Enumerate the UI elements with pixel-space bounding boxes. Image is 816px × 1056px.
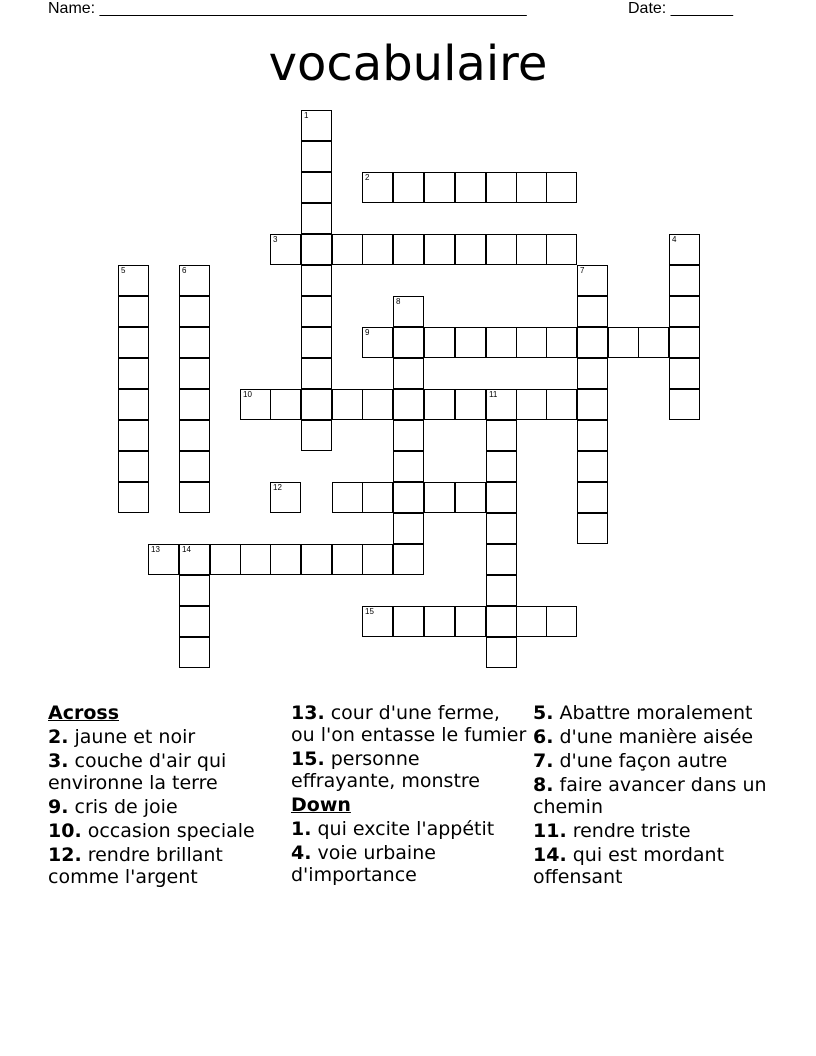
grid-cell[interactable] xyxy=(179,482,210,513)
grid-cell[interactable] xyxy=(393,358,424,389)
cell-number: 12 xyxy=(273,483,282,492)
grid-cell[interactable] xyxy=(362,544,393,575)
cell-number: 7 xyxy=(580,266,585,275)
grid-cell[interactable] xyxy=(486,513,517,544)
grid-cell[interactable] xyxy=(546,327,577,358)
grid-cell[interactable] xyxy=(301,265,332,296)
cell-number: 10 xyxy=(243,390,252,399)
clue-number: 7. xyxy=(533,750,554,772)
grid-cell[interactable] xyxy=(577,389,608,420)
grid-cell[interactable] xyxy=(362,327,393,358)
grid-cell[interactable] xyxy=(362,606,393,637)
clue-column-3 xyxy=(533,702,769,890)
grid-cell[interactable] xyxy=(179,389,210,420)
cell-number: 8 xyxy=(396,297,401,306)
grid-cell[interactable] xyxy=(669,234,700,265)
clue-text: personne effrayante, monstre xyxy=(291,748,480,792)
grid-cell[interactable] xyxy=(118,358,149,389)
clue-text: cour d'une ferme, ou l'on entasse le fumier xyxy=(291,702,527,746)
clue-number: 15. xyxy=(291,748,325,770)
clue-number: 3. xyxy=(48,750,69,772)
grid-cell[interactable] xyxy=(486,420,517,451)
down-clue-5 xyxy=(533,702,769,724)
grid-cell[interactable] xyxy=(118,451,149,482)
grid-cell[interactable] xyxy=(608,327,639,358)
down-clue-4 xyxy=(291,842,527,886)
grid-cell[interactable] xyxy=(516,234,547,265)
cell-number: 4 xyxy=(672,235,677,244)
grid-cell[interactable] xyxy=(577,451,608,482)
grid-cell[interactable] xyxy=(577,296,608,327)
cell-number: 15 xyxy=(365,607,374,616)
clue-number: 13. xyxy=(291,702,325,724)
clue-column-1 xyxy=(48,702,284,890)
clue-text: qui excite l'appétit xyxy=(317,818,495,840)
across-clue-9 xyxy=(48,796,284,818)
grid-cell[interactable] xyxy=(179,296,210,327)
across-clue-2 xyxy=(48,726,284,748)
grid-cell[interactable] xyxy=(486,234,517,265)
grid-cell[interactable] xyxy=(301,172,332,203)
grid-cell[interactable] xyxy=(546,172,577,203)
grid-cell[interactable] xyxy=(393,234,424,265)
grid-cell[interactable] xyxy=(577,265,608,296)
grid-cell[interactable] xyxy=(179,606,210,637)
clue-number: 4. xyxy=(291,842,312,864)
grid-cell[interactable] xyxy=(455,389,486,420)
grid-cell[interactable] xyxy=(424,327,455,358)
grid-cell[interactable] xyxy=(546,389,577,420)
clue-text: rendre triste xyxy=(572,820,691,842)
grid-cell[interactable] xyxy=(455,606,486,637)
date-field[interactable]: Date: _______ xyxy=(628,0,733,17)
grid-cell[interactable] xyxy=(424,172,455,203)
grid-cell[interactable] xyxy=(148,544,179,575)
grid-cell[interactable] xyxy=(577,327,608,358)
clue-text: occasion speciale xyxy=(87,820,255,842)
grid-cell[interactable] xyxy=(669,296,700,327)
grid-cell[interactable] xyxy=(118,327,149,358)
grid-cell[interactable] xyxy=(486,389,517,420)
grid-cell[interactable] xyxy=(393,544,424,575)
grid-cell[interactable] xyxy=(516,606,547,637)
grid-cell[interactable] xyxy=(455,482,486,513)
cell-number: 2 xyxy=(365,173,370,182)
grid-cell[interactable] xyxy=(577,358,608,389)
clue-number: 11. xyxy=(533,820,567,842)
across-clue-12 xyxy=(48,844,284,888)
grid-cell[interactable] xyxy=(393,513,424,544)
grid-cell[interactable] xyxy=(455,327,486,358)
clue-number: 2. xyxy=(48,726,69,748)
grid-cell[interactable] xyxy=(516,327,547,358)
clue-text: cris de joie xyxy=(74,796,178,818)
grid-cell[interactable] xyxy=(301,110,332,141)
grid-cell[interactable] xyxy=(362,234,393,265)
clue-number: 1. xyxy=(291,818,312,840)
grid-cell[interactable] xyxy=(546,606,577,637)
cell-number: 5 xyxy=(121,266,126,275)
clue-column-2 xyxy=(291,702,527,888)
grid-cell[interactable] xyxy=(118,420,149,451)
clue-text: d'une manière aisée xyxy=(559,726,754,748)
grid-cell[interactable] xyxy=(393,389,424,420)
name-field[interactable]: Name: ________________________________________________ xyxy=(48,0,527,17)
grid-cell[interactable] xyxy=(393,296,424,327)
grid-cell[interactable] xyxy=(301,203,332,234)
grid-cell[interactable] xyxy=(669,327,700,358)
grid-cell[interactable] xyxy=(486,606,517,637)
grid-cell[interactable] xyxy=(301,389,332,420)
clue-text: Abattre moralement xyxy=(559,702,753,724)
clue-number: 14. xyxy=(533,844,567,866)
grid-cell[interactable] xyxy=(240,389,271,420)
grid-cell[interactable] xyxy=(393,606,424,637)
page-title: vocabulaire xyxy=(268,36,548,92)
grid-cell[interactable] xyxy=(240,544,271,575)
cell-number: 11 xyxy=(489,390,498,399)
grid-cell[interactable] xyxy=(179,575,210,606)
grid-cell[interactable] xyxy=(301,327,332,358)
cell-number: 14 xyxy=(182,545,191,554)
grid-cell[interactable] xyxy=(393,327,424,358)
grid-cell[interactable] xyxy=(179,265,210,296)
grid-cell[interactable] xyxy=(516,172,547,203)
across-clue-10 xyxy=(48,820,284,842)
grid-cell[interactable] xyxy=(179,544,210,575)
clue-text: jaune et noir xyxy=(74,726,196,748)
grid-cell[interactable] xyxy=(179,637,210,668)
grid-cell[interactable] xyxy=(546,234,577,265)
grid-cell[interactable] xyxy=(577,513,608,544)
clue-text: d'une façon autre xyxy=(559,750,728,772)
down-clue-1 xyxy=(291,818,527,840)
down-heading: Down xyxy=(291,794,351,816)
grid-cell[interactable] xyxy=(638,327,669,358)
grid-cell[interactable] xyxy=(424,606,455,637)
down-clue-6 xyxy=(533,726,769,748)
grid-cell[interactable] xyxy=(362,389,393,420)
grid-cell[interactable] xyxy=(179,327,210,358)
grid-cell[interactable] xyxy=(118,389,149,420)
across-clue-15 xyxy=(291,748,527,792)
grid-cell[interactable] xyxy=(424,234,455,265)
grid-cell[interactable] xyxy=(486,451,517,482)
grid-cell[interactable] xyxy=(332,389,363,420)
grid-cell[interactable] xyxy=(455,234,486,265)
grid-cell[interactable] xyxy=(332,544,363,575)
down-clue-8 xyxy=(533,774,769,818)
down-clue-7 xyxy=(533,750,769,772)
grid-cell[interactable] xyxy=(301,420,332,451)
grid-cell[interactable] xyxy=(301,234,332,265)
cell-number: 13 xyxy=(151,545,160,554)
grid-cell[interactable] xyxy=(270,544,301,575)
clue-number: 12. xyxy=(48,844,82,866)
grid-cell[interactable] xyxy=(301,141,332,172)
clue-text: voie urbaine d'importance xyxy=(291,842,436,886)
grid-cell[interactable] xyxy=(270,389,301,420)
cell-number: 1 xyxy=(304,111,309,120)
grid-cell[interactable] xyxy=(669,265,700,296)
grid-cell[interactable] xyxy=(486,637,517,668)
grid-cell[interactable] xyxy=(486,575,517,606)
down-clue-11 xyxy=(533,820,769,842)
grid-cell[interactable] xyxy=(270,482,301,513)
cell-number: 9 xyxy=(365,328,370,337)
grid-cell[interactable] xyxy=(362,482,393,513)
grid-cell[interactable] xyxy=(179,358,210,389)
grid-cell[interactable] xyxy=(179,451,210,482)
grid-cell[interactable] xyxy=(332,482,363,513)
grid-cell[interactable] xyxy=(669,358,700,389)
grid-cell[interactable] xyxy=(393,172,424,203)
across-clue-13 xyxy=(291,702,527,746)
grid-cell[interactable] xyxy=(393,482,424,513)
grid-cell[interactable] xyxy=(669,389,700,420)
grid-cell[interactable] xyxy=(577,420,608,451)
clue-number: 10. xyxy=(48,820,82,842)
cell-number: 3 xyxy=(273,235,278,244)
grid-cell[interactable] xyxy=(270,234,301,265)
grid-cell[interactable] xyxy=(577,482,608,513)
grid-cell[interactable] xyxy=(393,451,424,482)
grid-cell[interactable] xyxy=(362,172,393,203)
clue-number: 5. xyxy=(533,702,554,724)
grid-cell[interactable] xyxy=(486,172,517,203)
grid-cell[interactable] xyxy=(118,265,149,296)
grid-cell[interactable] xyxy=(424,389,455,420)
cell-number: 6 xyxy=(182,266,187,275)
clue-number: 9. xyxy=(48,796,69,818)
grid-cell[interactable] xyxy=(486,327,517,358)
across-heading: Across xyxy=(48,702,120,724)
grid-cell[interactable] xyxy=(301,358,332,389)
grid-cell[interactable] xyxy=(486,482,517,513)
clue-text: qui est mordant offensant xyxy=(533,844,725,888)
grid-cell[interactable] xyxy=(516,389,547,420)
clue-text: couche d'air qui environne la terre xyxy=(48,750,227,794)
grid-cell[interactable] xyxy=(455,172,486,203)
clue-text: rendre brillant comme l'argent xyxy=(48,844,223,888)
grid-cell[interactable] xyxy=(424,482,455,513)
grid-cell[interactable] xyxy=(118,482,149,513)
across-clue-3 xyxy=(48,750,284,794)
grid-cell[interactable] xyxy=(118,296,149,327)
clue-number: 6. xyxy=(533,726,554,748)
grid-cell[interactable] xyxy=(301,544,332,575)
grid-cell[interactable] xyxy=(486,544,517,575)
grid-cell[interactable] xyxy=(301,296,332,327)
grid-cell[interactable] xyxy=(332,234,363,265)
grid-cell[interactable] xyxy=(210,544,241,575)
clue-text: faire avancer dans un chemin xyxy=(533,774,767,818)
clue-number: 8. xyxy=(533,774,554,796)
grid-cell[interactable] xyxy=(179,420,210,451)
down-clue-14 xyxy=(533,844,769,888)
grid-cell[interactable] xyxy=(393,420,424,451)
